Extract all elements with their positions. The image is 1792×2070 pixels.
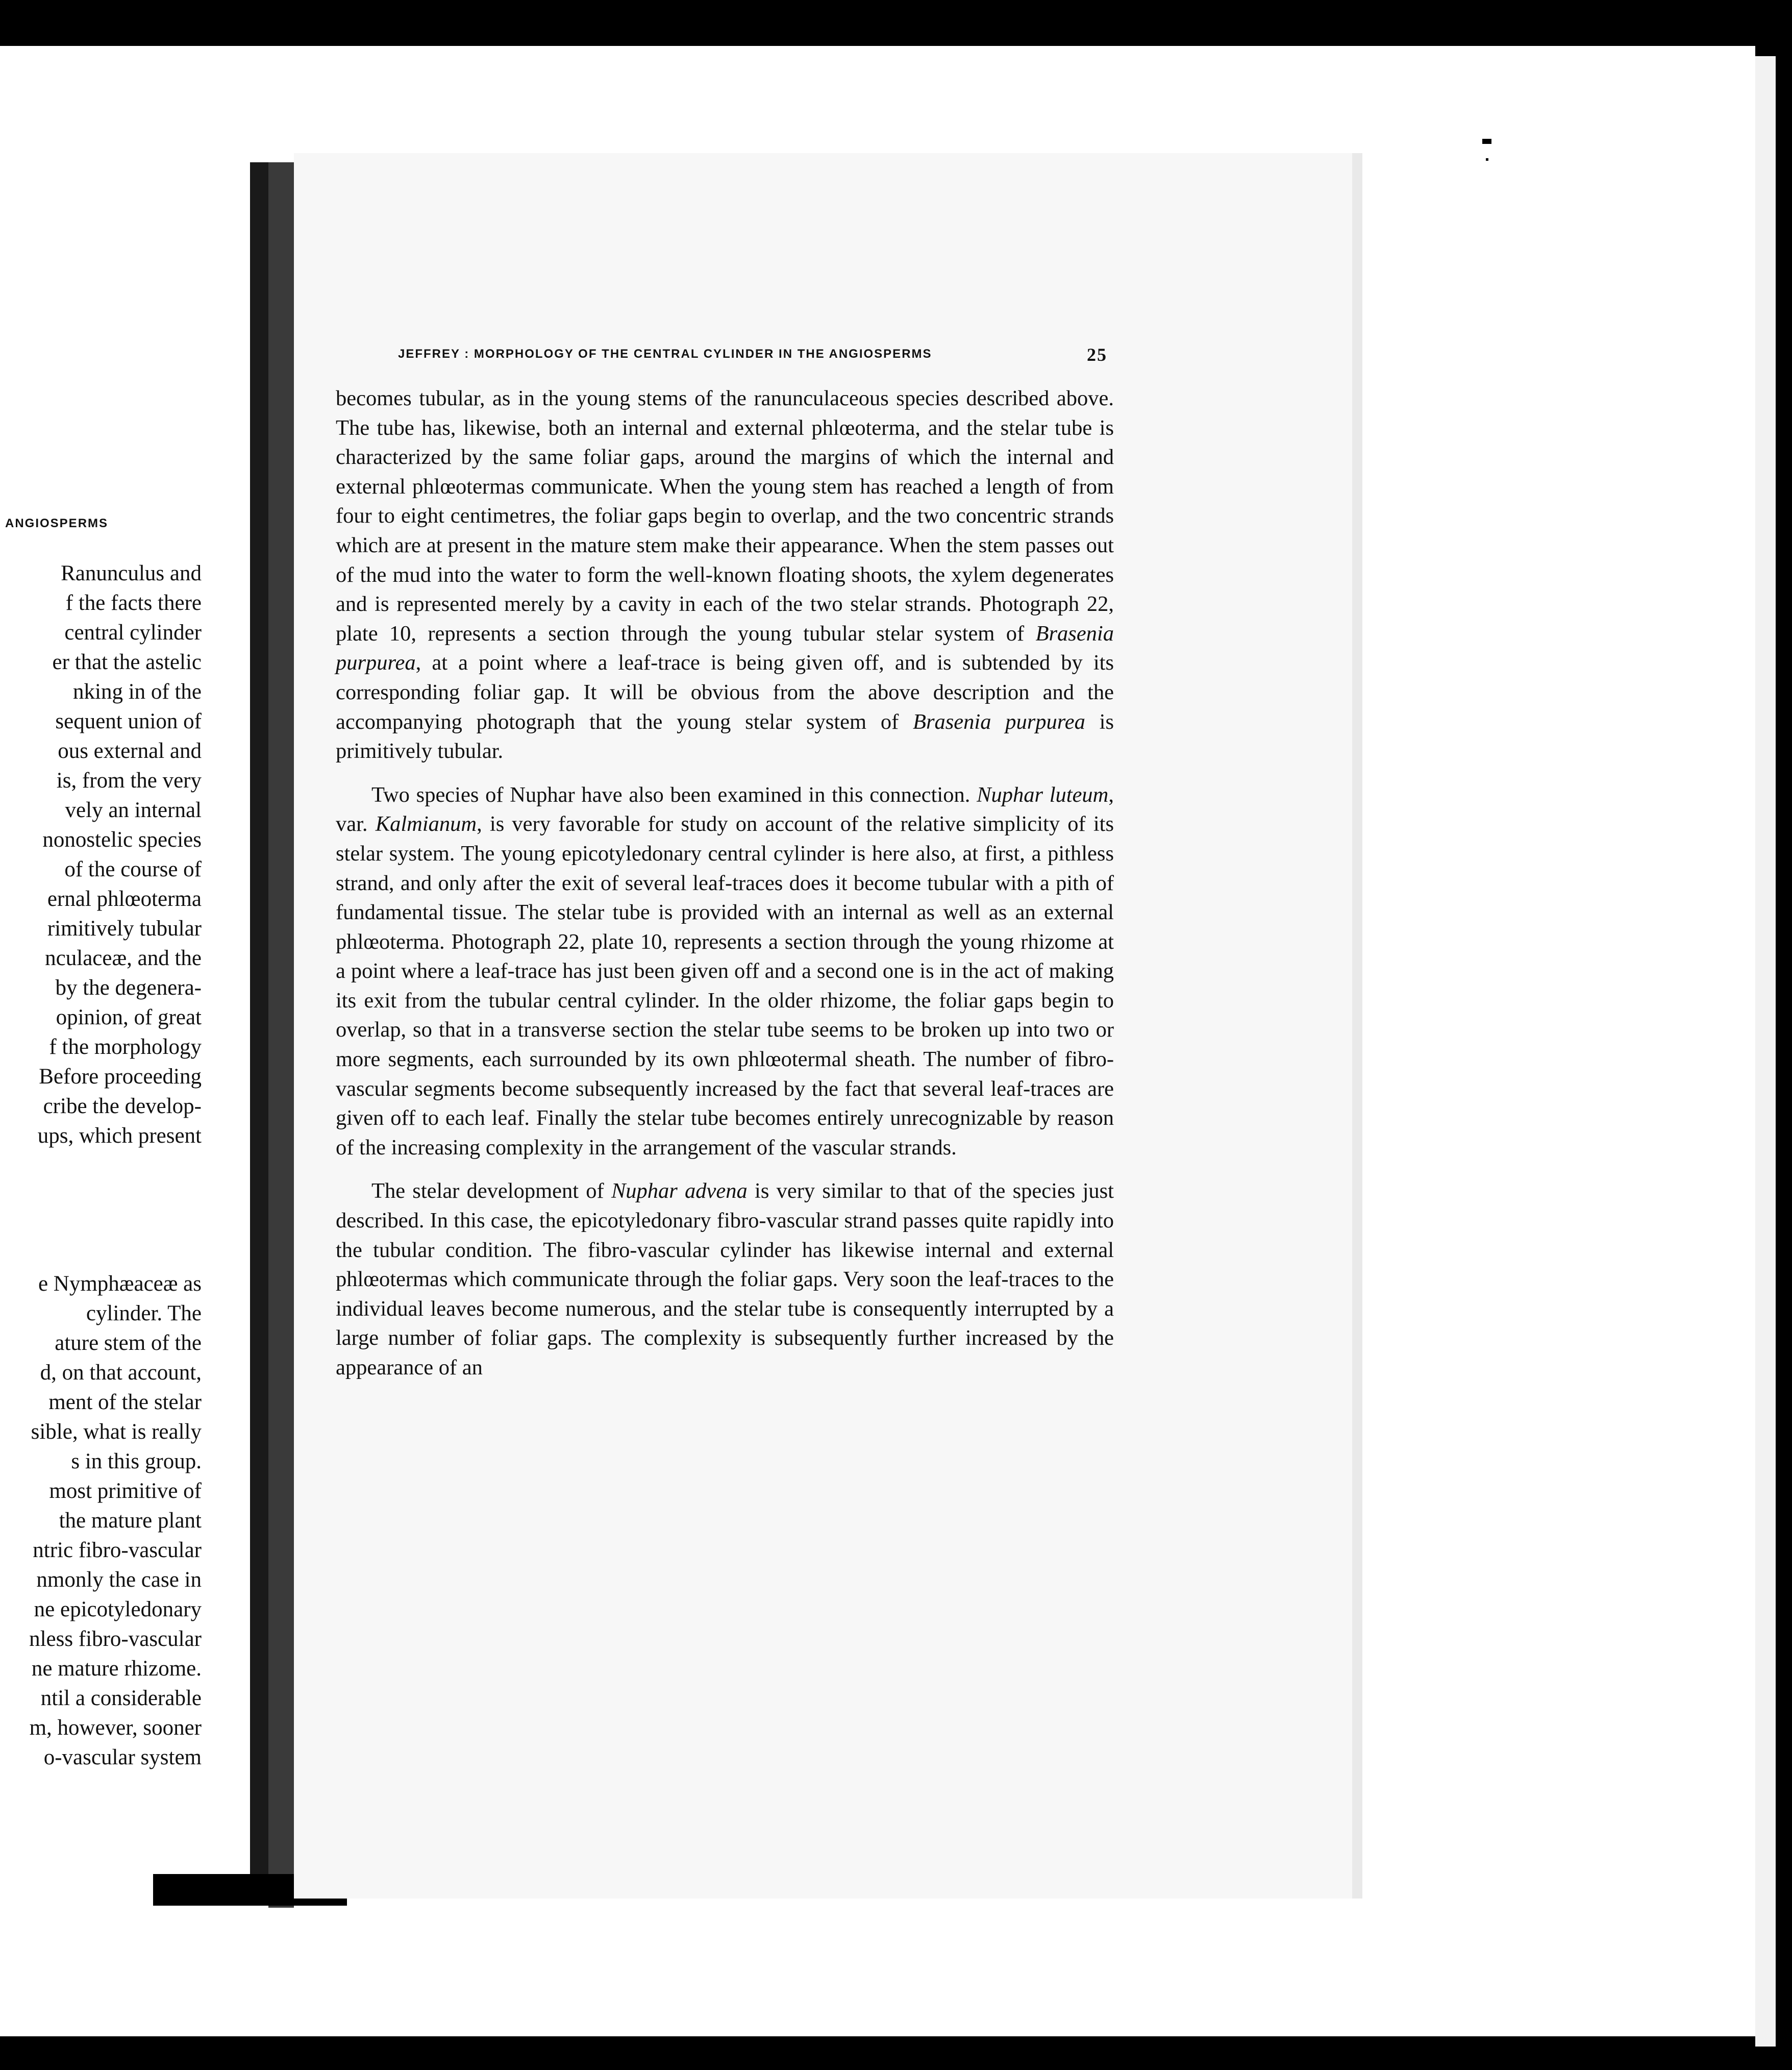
italic-run: Brasenia purpurea bbox=[336, 621, 1114, 675]
left-page-line: Ranunculus and bbox=[61, 561, 202, 585]
gutter-shadow bbox=[268, 162, 294, 1908]
left-page-line: most primitive of bbox=[49, 1479, 202, 1503]
scan-speck bbox=[1482, 139, 1491, 144]
text-run: is primitively tubular. bbox=[336, 709, 1114, 763]
left-page-line: d, on that account, bbox=[40, 1361, 202, 1385]
left-page-line: central cylinder bbox=[64, 621, 202, 645]
left-page-line: Before proceeding bbox=[39, 1065, 202, 1089]
left-page-line: cylinder. The bbox=[86, 1301, 202, 1325]
text-run: , at a point where a leaf-trace is being given off, and is subtended by its corresponding foliar gap. It will be obvious from the above description and the accompanying photograph that the young stelar system of bbox=[336, 651, 1114, 734]
left-page-line: nless fibro-vascular bbox=[29, 1627, 202, 1651]
page-number: 25 bbox=[1087, 344, 1107, 365]
left-page-line: ernal phlœoterma bbox=[47, 887, 202, 911]
left-page-line: the mature plant bbox=[59, 1509, 202, 1533]
italic-run: Nuphar advena bbox=[611, 1179, 748, 1203]
page-edge bbox=[1755, 56, 1776, 2047]
text-run: becomes tubular, as in the young stems of the ranunculaceous species described above. The tube has, likewise, both an internal and external phlœoterma, and the stelar tube is characterized by the same foliar gaps, around the margins of which the internal and external phlœotermas communicate. When the young stem has reached a length of from four to eight centimetres, the foliar gaps begin to overlap, and the two concentric strands which are at present in the mature stem make their appearance. When the stem passes out of the mud into the water to form the well-known floating shoots, the xylem degenerates and is represented merely by a cavity in each of the two stelar strands. Photograph 22, plate 10, represents a section through the young tubular stelar system of bbox=[336, 386, 1114, 646]
running-head-title: JEFFREY : MORPHOLOGY OF THE CENTRAL CYLINDER IN THE ANGIOSPERMS bbox=[398, 347, 932, 361]
left-page-line: ature stem of the bbox=[55, 1331, 202, 1355]
text-run: The stelar development of bbox=[371, 1179, 611, 1203]
left-page-line: sequent union of bbox=[55, 709, 202, 733]
italic-run: Brasenia purpurea bbox=[913, 709, 1085, 734]
left-page-line: ntric fibro-vascular bbox=[33, 1538, 202, 1562]
left-page-line: f the facts there bbox=[65, 591, 202, 615]
book-spine bbox=[250, 162, 268, 1903]
left-page-line: ous external and bbox=[58, 739, 202, 763]
left-page-line: o-vascular system bbox=[43, 1745, 202, 1769]
paragraph-3 bbox=[336, 1176, 1114, 1382]
running-head bbox=[398, 344, 1107, 367]
left-page-line: ups, which present bbox=[37, 1124, 202, 1148]
left-page-line: cribe the develop- bbox=[43, 1094, 202, 1118]
left-page-line: nmonly the case in bbox=[36, 1568, 202, 1592]
text-run: , is very favorable for study on account of the relative simplicity of its stelar system. The young epicotyledonary central cylinder is here also, at first, a pithless strand, and only after the exit of several leaf-traces does it become tubular with a pith of fundamental tissue. The stelar tube is provided with an internal as well as an external phlœoterma. Photograph 22, plate 10, represents a section through the young rhizome at a point where a leaf-trace has just been given off and a second one is in the act of making its exit from the tubular central cylinder. In the older rhizome, the foliar gaps begin to overlap, so that in a transverse section the stelar tube seems to be broken up into two or more segments, each surrounded by its own phlœotermal sheath. The number of fibro-vascular segments become subsequently increased by the fact that several leaf-traces are given off to each leaf. Finally the stelar tube becomes entirely unrecognizable by reason of the increasing complexity in the arrangement of the vascular strands. bbox=[336, 812, 1114, 1160]
left-page-line: nculaceæ, and the bbox=[45, 946, 202, 970]
left-page-line: m, however, sooner bbox=[29, 1716, 202, 1740]
left-page-line: rimitively tubular bbox=[47, 917, 202, 941]
scan-speck bbox=[1486, 158, 1488, 161]
left-page-line: ment of the stelar bbox=[48, 1390, 202, 1414]
left-page-line: opinion, of great bbox=[56, 1005, 202, 1029]
left-page-line: is, from the very bbox=[56, 769, 202, 793]
paragraph-2 bbox=[336, 780, 1114, 1163]
page-edge-shadow bbox=[1352, 153, 1362, 1899]
body-text bbox=[336, 384, 1114, 1383]
italic-run: Nuphar luteum bbox=[977, 782, 1109, 807]
left-page-line: sible, what is really bbox=[31, 1420, 202, 1444]
left-page-line: nonostelic species bbox=[42, 828, 202, 852]
left-page-line: er that the astelic bbox=[52, 650, 202, 674]
left-page-line: s in this group. bbox=[71, 1449, 202, 1473]
paragraph-1 bbox=[336, 384, 1114, 766]
left-page-line: vely an internal bbox=[65, 798, 202, 822]
left-page-line: nking in of the bbox=[73, 680, 202, 704]
text-run: , var. bbox=[336, 782, 1114, 836]
left-page-line: e Nymphæaceæ as bbox=[38, 1272, 202, 1296]
left-page-line: of the course of bbox=[64, 857, 202, 881]
left-page-line: by the degenera- bbox=[55, 976, 202, 1000]
left-page-line: ntil a considerable bbox=[40, 1686, 202, 1710]
left-running-head: ANGIOSPERMS bbox=[5, 516, 109, 530]
left-page-line: ne epicotyledonary bbox=[34, 1597, 202, 1621]
text-run: Two species of Nuphar have also been examined in this connection. bbox=[371, 782, 977, 807]
text-run: is very similar to that of the species just described. In this case, the epicotyledonary fibro-vascular strand passes quite rapidly into the tubular condition. The fibro-vascular cylinder has likewise internal and external phlœotermas which communicate through the foliar gaps. Very soon the leaf-traces to the individual leaves become numerous, and the stelar tube is consequently interrupted by a large number of foliar gaps. The complexity is subsequently further increased by the appearance of an bbox=[336, 1179, 1114, 1379]
italic-run: Kalmianum bbox=[375, 812, 477, 836]
left-page-line: ne mature rhizome. bbox=[31, 1657, 202, 1681]
left-page-line: f the morphology bbox=[49, 1035, 202, 1059]
